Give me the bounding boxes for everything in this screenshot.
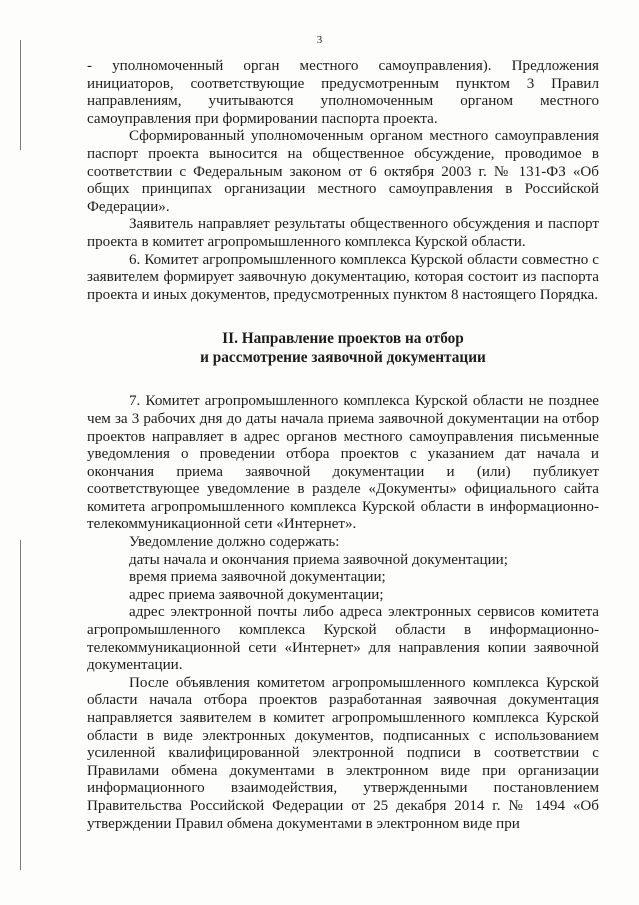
scan-margin-line xyxy=(20,40,21,150)
list-item: адрес приема заявочной документации; xyxy=(129,586,384,603)
paragraph: После объявления комитетом агропромышленного комплекса Курской области начала отбора проектов разработанная заявочная документация направляется заявителем в комитет агропромышленного комплекса Курской области в виде электронных документов, подписанных с использованием усиленной квалифицированной электронной подписи в соответствии с Правилами обмена документами в электронном виде при организации информационного взаимодействия, утвержденными постановлением Правительства Российской Федерации от 25 декабря 2014 г. № 1494 «Об утверждении Правил обмена документами в электронном виде при xyxy=(87,674,599,832)
section-heading xyxy=(87,330,599,367)
page-number: 3 xyxy=(316,34,323,46)
paragraph: Уведомление должно содержать: xyxy=(129,534,340,551)
paragraph: Сформированный уполномоченным органом местного самоуправления паспорт проекта выносится на общественное обсуждение, проводимое в соответствии с Федеральным законом от 6 октября 2003 г. № 131-ФЗ «Об общих принципах организации местного самоуправления в Российской Федерации». xyxy=(87,128,599,215)
list-item: адрес электронной почты либо адреса электронных сервисов комитета агропромышленного комплекса Курской области в информационно-телекоммуникационной сети «Интернет» для направления копии заявочной документации. xyxy=(87,604,599,674)
paragraph: - уполномоченный орган местного самоуправления). Предложения инициаторов, соответствующие предусмотренным пунктом 3 Правил направлениям, учитываются уполномоченным органом местного самоуправления при формировании паспорта проекта. xyxy=(87,58,599,127)
scan-margin-line xyxy=(20,540,21,870)
section-heading-line: и рассмотрение заявочной документации xyxy=(200,348,486,366)
list-item: даты начала и окончания приема заявочной документации; xyxy=(129,551,508,568)
paragraph: 6. Комитет агропромышленного комплекса Курской области совместно с заявителем формирует заявочную документацию, которая состоит из паспорта проекта и иных документов, предусмотренных пунктом 8 настоящего Порядка. xyxy=(87,251,599,303)
paragraph: 7. Комитет агропромышленного комплекса Курской области не позднее чем за 3 рабочих дня до даты начала приема заявочной документации на отбор проектов направляет в адрес органов местного самоуправления письменные уведомления о проведении отбора проектов с указанием дат начала и окончания приема заявочной документации и (или) публикует соответствующее уведомление в разделе «Документы» официального сайта комитета агропромышленного комплекса Курской области в информационно-телекоммуникационной сети «Интернет». xyxy=(87,393,599,533)
section-heading-line: II. Направление проектов на отбор xyxy=(222,330,464,348)
paragraph: Заявитель направляет результаты общественного обсуждения и паспорт проекта в комитет агропромышленного комплекса Курской области. xyxy=(87,216,599,250)
document-body xyxy=(87,58,599,833)
list-item: время приема заявочной документации; xyxy=(129,569,386,586)
